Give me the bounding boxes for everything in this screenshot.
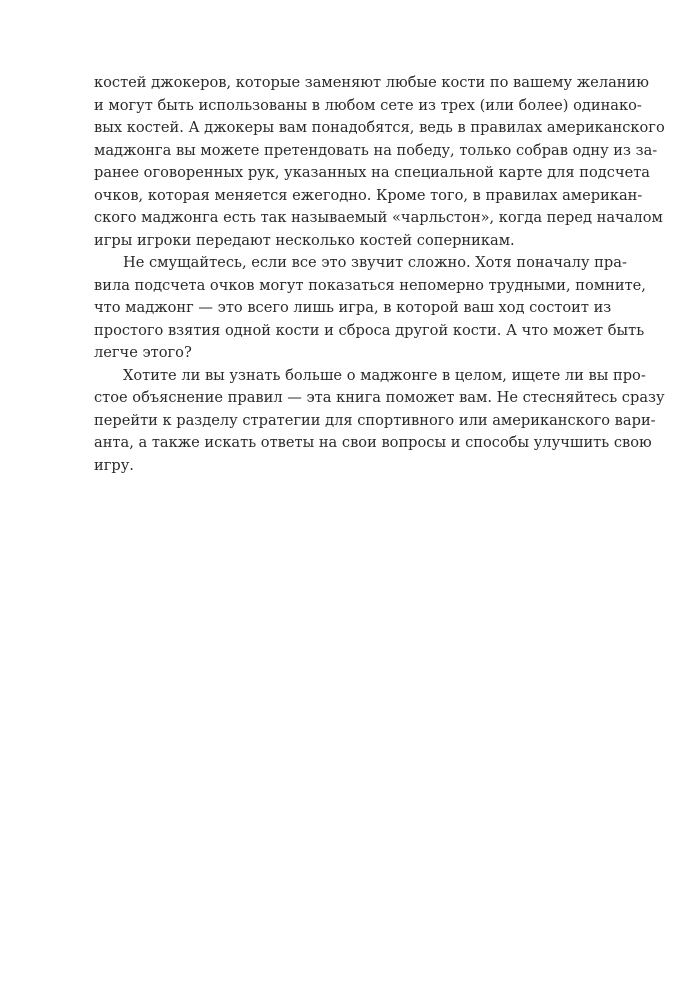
text-line: Хотите ли вы узнать больше о маджонге в целом, ищете ли вы про- [123, 366, 646, 384]
text-line: ского маджонга есть так называемый «чарльстон», когда перед началом [94, 209, 663, 226]
text-line: что маджонг — это всего лишь игра, в которой ваш ход состоит из [94, 299, 612, 316]
text-line: вых костей. А джокеры вам понадобятся, ведь в правилах американского [94, 119, 665, 136]
text-line: вила подсчета очков могут показаться непомерно трудными, помните, [94, 276, 646, 294]
text-line: игры игроки передают несколько костей соперникам. [94, 231, 515, 249]
text-line: перейти к разделу стратегии для спортивного или американского вари- [94, 411, 656, 429]
text-line: ранее оговоренных рук, указанных на специальной карте для подсчета [94, 164, 651, 181]
paragraph-3 [94, 365, 665, 478]
text-line: простого взятия одной кости и сброса другой кости. А что может быть [94, 321, 645, 339]
paragraph-2 [94, 252, 646, 365]
text-line: анта, а также искать ответы на свои вопросы и способы улучшить свою [94, 434, 652, 451]
text-line: стое объяснение правил — эта книга поможет вам. Не стесняйтесь сразу [94, 389, 665, 406]
text-line: Не смущайтесь, если все это звучит сложно. Хотя поначалу пра- [123, 254, 627, 271]
paragraph-1 [94, 72, 665, 252]
text-line: очков, которая меняется ежегодно. Кроме того, в правилах американ- [94, 186, 643, 204]
body-text [94, 72, 665, 477]
text-line: маджонга вы можете претендовать на победу, только собрав одну из за- [94, 141, 658, 159]
text-line: костей джокеров, которые заменяют любые кости по вашему желанию [94, 74, 649, 91]
text-line: легче этого? [94, 344, 192, 361]
text-line: и могут быть использованы в любом сете из трех (или более) одинако- [94, 96, 642, 114]
text-line: игру. [94, 456, 134, 474]
